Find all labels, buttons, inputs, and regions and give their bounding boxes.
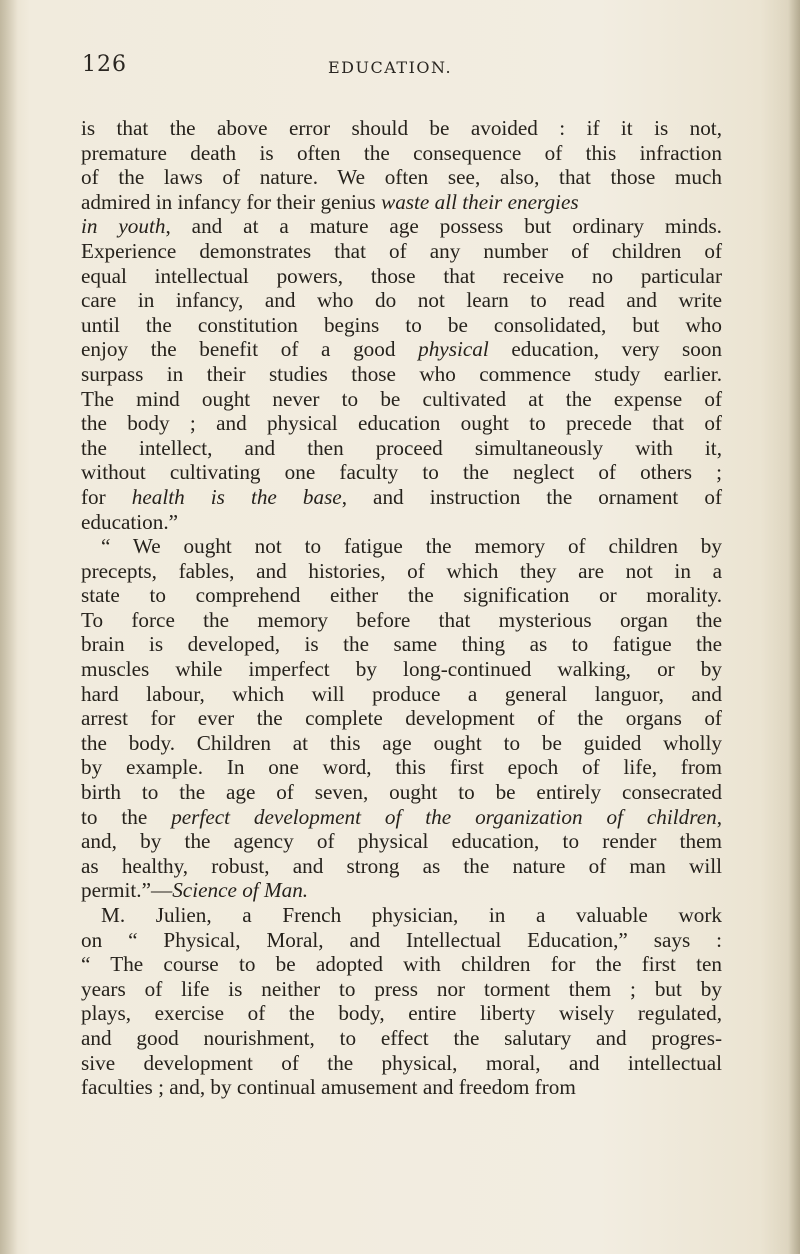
text-run: on “ Physical, Moral, and Intellectual Education,” says :	[81, 927, 722, 952]
text-run: , and instruction the ornament of	[341, 484, 723, 509]
italic-text-run: Science of Man.	[172, 878, 309, 903]
italic-text-run: waste all their energies	[381, 189, 579, 214]
text-run: the body ; and physical education ought to precede that of	[81, 411, 722, 436]
text-run: hard labour, which will produce a general languor, and	[81, 681, 722, 706]
text-line	[81, 165, 722, 190]
text-line	[81, 903, 722, 928]
text-line	[81, 829, 722, 854]
italic-text-run: physical	[418, 337, 489, 362]
text-run: muscles while imperfect by long-continued walking, or by	[81, 657, 722, 682]
text-run: admired in infancy for their genius	[81, 189, 382, 214]
page-number: 126	[82, 52, 127, 77]
text-run: precepts, fables, and histories, of which they are not in a	[81, 558, 722, 583]
text-line	[81, 460, 722, 485]
text-line	[81, 878, 722, 903]
text-run: state to comprehend either the signification or morality.	[81, 583, 722, 608]
text-line	[81, 731, 722, 756]
text-run: until the constitution begins to be consolidated, but who	[81, 312, 722, 337]
text-run: and good nourishment, to effect the salutary and progres-	[81, 1025, 722, 1050]
text-line	[81, 214, 722, 239]
text-line	[81, 805, 722, 830]
text-run: “ We ought not to fatigue the memory of children by	[101, 534, 722, 559]
text-line	[81, 510, 722, 535]
text-run: permit.”—	[81, 878, 173, 903]
text-run: sive development of the physical, moral, and intellectual	[81, 1050, 722, 1075]
text-run: arrest for ever the complete development of the organs of	[81, 706, 722, 731]
text-line	[81, 854, 722, 879]
text-line	[81, 928, 722, 953]
body-text	[81, 116, 722, 1100]
text-line	[81, 116, 722, 141]
running-head: EDUCATION.	[328, 58, 453, 77]
text-run: M. Julien, a French physician, in a valuable work	[101, 903, 722, 927]
text-run: by example. In one word, this first epoch of life, from	[81, 755, 722, 780]
text-line	[81, 436, 722, 461]
text-line	[81, 534, 722, 559]
text-line	[81, 632, 722, 657]
text-run: care in infancy, and who do not learn to read and write	[81, 288, 722, 313]
text-run: as healthy, robust, and strong as the nature of man will	[81, 853, 722, 878]
text-run: Experience demonstrates that of any number of children of	[81, 238, 722, 263]
text-line	[81, 337, 722, 362]
text-run: brain is developed, is the same thing as to fatigue the	[81, 632, 722, 657]
italic-text-run: in youth	[81, 214, 166, 239]
text-line	[81, 411, 722, 436]
text-line	[81, 977, 722, 1002]
text-run: of the laws of nature. We often see, also, that those much	[81, 165, 722, 190]
text-line	[81, 583, 722, 608]
text-run: is that the above error should be avoided : if it is not,	[81, 116, 722, 140]
text-line	[81, 682, 722, 707]
text-run: , and at a mature age possess but ordinary minds.	[165, 214, 722, 239]
italic-text-run: health is the base	[131, 484, 342, 509]
text-run: premature death is often the consequence of this infraction	[81, 140, 722, 165]
text-run: education, very soon	[488, 337, 722, 362]
text-line	[81, 141, 722, 166]
text-run: birth to the age of seven, ought to be entirely consecrated	[81, 780, 722, 805]
text-line	[81, 1001, 722, 1026]
text-run: the intellect, and then proceed simultaneously with it,	[81, 435, 722, 460]
text-line	[81, 264, 722, 289]
text-line	[81, 362, 722, 387]
text-line	[81, 657, 722, 682]
text-line	[81, 608, 722, 633]
text-run: equal intellectual powers, those that receive no particular	[81, 263, 722, 288]
text-run: To force the memory before that mysterious organ the	[81, 607, 722, 632]
text-line	[81, 190, 722, 215]
text-line	[81, 706, 722, 731]
text-run: to the	[81, 804, 172, 829]
text-run: ,	[716, 804, 722, 829]
text-run: years of life is neither to press nor torment them ; but by	[81, 976, 722, 1001]
text-run: surpass in their studies those who commence study earlier.	[81, 361, 722, 386]
text-line	[81, 387, 722, 412]
text-line	[81, 239, 722, 264]
text-line	[81, 288, 722, 313]
text-line	[81, 780, 722, 805]
italic-text-run: perfect development of the organization of children	[171, 804, 717, 829]
page-header	[82, 52, 722, 92]
text-line	[81, 485, 722, 510]
text-run: plays, exercise of the body, entire liberty wisely regulated,	[81, 1001, 722, 1026]
text-line	[81, 559, 722, 584]
page-gutter-shadow	[788, 0, 800, 1254]
text-run: for	[81, 484, 132, 509]
text-run: education.”	[81, 509, 179, 534]
text-run: enjoy the benefit of a good	[81, 337, 419, 362]
text-run: and, by the agency of physical education, to render them	[81, 829, 722, 854]
text-run: “ The course to be adopted with children for the first ten	[81, 952, 722, 977]
text-line	[81, 1051, 722, 1076]
text-line	[81, 313, 722, 338]
text-line	[81, 755, 722, 780]
text-line	[81, 952, 722, 977]
text-line	[81, 1075, 722, 1100]
text-run: the body. Children at this age ought to be guided wholly	[81, 730, 722, 755]
text-run: without cultivating one faculty to the neglect of others ;	[81, 460, 722, 485]
text-run: The mind ought never to be cultivated at the expense of	[81, 386, 722, 411]
text-line	[81, 1026, 722, 1051]
text-run: faculties ; and, by continual amusement and freedom from	[81, 1075, 576, 1100]
page-left-edge	[0, 0, 18, 1254]
